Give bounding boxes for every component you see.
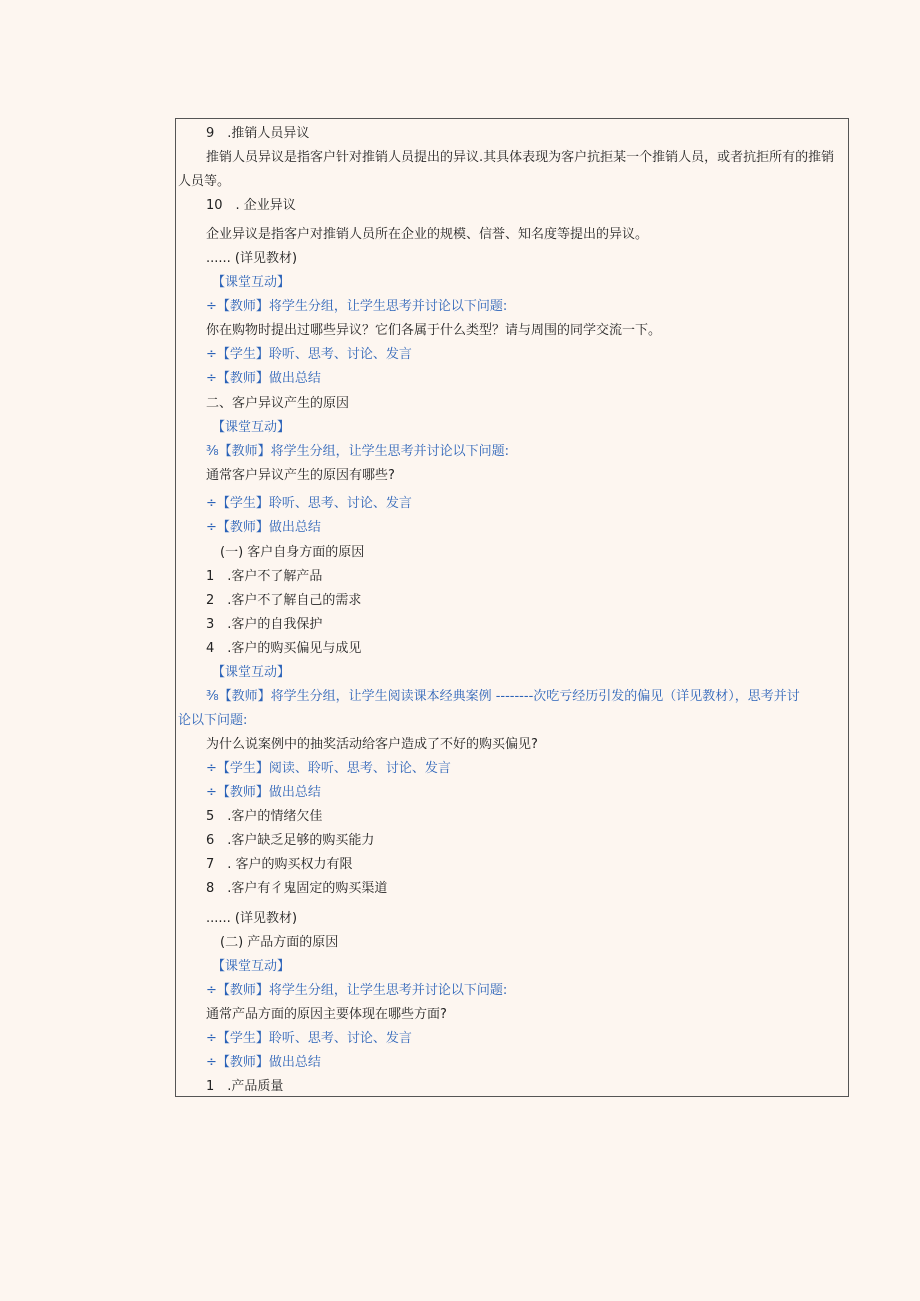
- list-item: 1 .客户不了解产品: [206, 569, 323, 584]
- student-activity: ÷【学生】聆听、思考、讨论、发言: [206, 347, 412, 362]
- classroom-interaction-label: 【课堂互动】: [212, 275, 291, 290]
- subsection-heading: (二) 产品方面的原因: [220, 935, 339, 950]
- list-item: 6 .客户缺乏足够的购买能力: [206, 833, 375, 848]
- teacher-summary: ÷【教师】做出总结: [206, 520, 321, 535]
- classroom-interaction-label: 【课堂互动】: [212, 959, 291, 974]
- student-activity: ÷【学生】聆听、思考、讨论、发言: [206, 1031, 412, 1046]
- see-textbook-note: ...... (详见教材): [206, 251, 298, 266]
- subsection-heading: (一) 客户自身方面的原因: [220, 545, 365, 560]
- heading-item-9: 9 .推销人员异议: [206, 126, 310, 141]
- teacher-instruction: ⅜【教师】将学生分组，让学生阅读课本经典案例 --------次吃亏经历引发的偏见（详见教材），思考并讨: [206, 689, 800, 704]
- teacher-instruction: ÷【教师】将学生分组，让学生思考并讨论以下问题:: [206, 983, 508, 998]
- list-item: 1 .产品质量: [206, 1079, 284, 1094]
- teacher-instruction: ⅜【教师】将学生分组，让学生思考并讨论以下问题:: [206, 444, 509, 459]
- teacher-summary: ÷【教师】做出总结: [206, 371, 321, 386]
- paragraph: 企业异议是指客户对推销人员所在企业的规模、信誉、知名度等提出的异议。: [206, 227, 649, 242]
- list-item: 4 .客户的购买偏见与成见: [206, 641, 362, 656]
- student-activity: ÷【学生】阅读、聆听、思考、讨论、发言: [206, 761, 451, 776]
- discussion-question: 你在购物时提出过哪些异议？它们各属于什么类型？请与周围的同学交流一下。: [206, 323, 662, 338]
- see-textbook-note: ...... (详见教材): [206, 911, 298, 926]
- teacher-instruction-continuation: 论以下问题:: [178, 713, 248, 728]
- paragraph: 推销人员异议是指客户针对推销人员提出的异议.其具体表现为客户抗拒某一个推销人员，或者抗拒所有的推销: [206, 150, 835, 165]
- list-item: 3 .客户的自我保护: [206, 617, 323, 632]
- heading-item-10: 10 . 企业异议: [206, 198, 296, 213]
- classroom-interaction-label: 【课堂互动】: [212, 665, 291, 680]
- paragraph-continuation: 人员等。: [178, 174, 231, 189]
- list-item: 7 . 客户的购买权力有限: [206, 857, 353, 872]
- discussion-question: 通常客户异议产生的原因有哪些?: [206, 468, 395, 483]
- discussion-question: 为什么说案例中的抽奖活动给客户造成了不好的购买偏见?: [206, 737, 538, 752]
- list-item: 8 .客户有彳鬼固定的购买渠道: [206, 881, 388, 896]
- classroom-interaction-label: 【课堂互动】: [212, 420, 291, 435]
- teacher-summary: ÷【教师】做出总结: [206, 785, 321, 800]
- content-frame: [175, 118, 849, 1097]
- list-item: 5 .客户的情绪欠佳: [206, 809, 323, 824]
- teacher-instruction: ÷【教师】将学生分组，让学生思考并讨论以下问题:: [206, 299, 508, 314]
- list-item: 2 .客户不了解自己的需求: [206, 593, 362, 608]
- teacher-summary: ÷【教师】做出总结: [206, 1055, 321, 1070]
- discussion-question: 通常产品方面的原因主要体现在哪些方面?: [206, 1007, 447, 1022]
- section-heading: 二、客户异议产生的原因: [206, 396, 350, 411]
- student-activity: ÷【学生】聆听、思考、讨论、发言: [206, 496, 412, 511]
